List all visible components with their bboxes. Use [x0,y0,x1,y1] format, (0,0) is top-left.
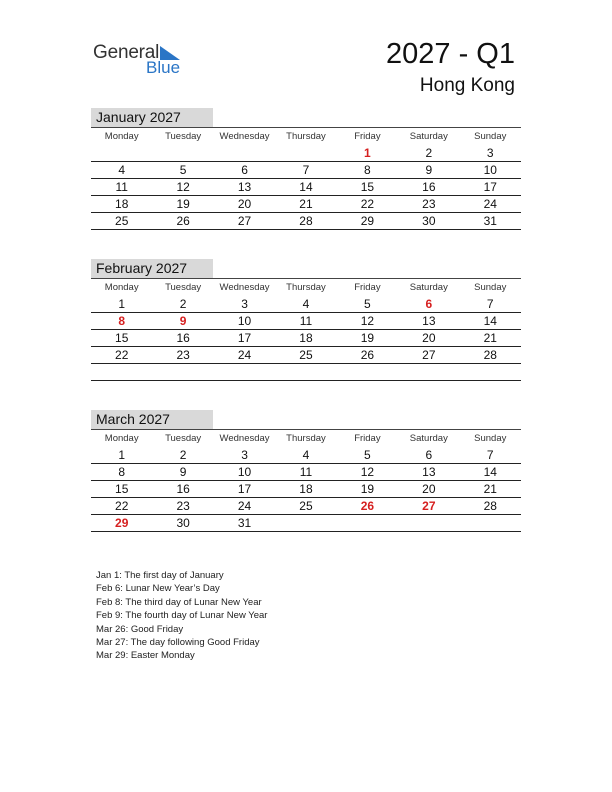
day-cell: 22 [91,347,152,364]
day-cell: 6 [214,162,275,179]
day-cell: 24 [214,498,275,515]
day-cell: 18 [275,330,336,347]
day-cell: 27 [398,498,459,515]
day-cell: 9 [152,313,213,330]
day-cell: 31 [214,515,275,532]
day-cell: 7 [275,162,336,179]
week-row [91,162,521,179]
week-row [91,213,521,230]
day-cell [275,515,336,532]
day-cell: 28 [275,213,336,230]
day-cell: 12 [337,464,398,481]
day-cell: 16 [398,179,459,196]
day-cell: 11 [275,313,336,330]
holiday-note: Mar 27: The day following Good Friday [96,636,260,648]
day-cell: 7 [460,447,521,464]
month-label: February 2027 [91,259,213,278]
day-cell: 11 [91,179,152,196]
day-cell: 22 [91,498,152,515]
day-cell: 3 [214,296,275,313]
weekday-header: Thursday [275,279,336,297]
day-cell: 10 [214,464,275,481]
day-cell [337,515,398,532]
week-row [91,330,521,347]
weekday-header-row [91,279,521,297]
holiday-note: Mar 29: Easter Monday [96,650,195,662]
day-cell: 23 [152,498,213,515]
day-cell: 15 [91,481,152,498]
day-cell: 18 [275,481,336,498]
day-cell [91,364,152,381]
weekday-header: Thursday [275,430,336,448]
weekday-header: Friday [337,279,398,297]
day-cell [398,364,459,381]
month-label: March 2027 [91,410,213,429]
day-cell [275,364,336,381]
day-cell: 20 [398,330,459,347]
week-row [91,179,521,196]
month-block-february [91,259,521,381]
weekday-header: Saturday [398,128,459,146]
day-cell: 17 [214,330,275,347]
day-cell: 29 [91,515,152,532]
day-cell [275,145,336,162]
weekday-header: Tuesday [152,128,213,146]
day-cell: 20 [214,196,275,213]
holiday-note: Jan 1: The first day of January [96,570,224,581]
day-cell: 23 [398,196,459,213]
brand-logo [93,42,193,78]
day-cell [460,515,521,532]
day-cell: 3 [214,447,275,464]
weekday-header: Saturday [398,430,459,448]
weekday-header: Tuesday [152,430,213,448]
week-row [91,447,521,464]
day-cell [398,515,459,532]
day-cell: 3 [460,145,521,162]
day-cell: 1 [337,145,398,162]
day-cell: 14 [460,313,521,330]
day-cell [152,145,213,162]
weekday-header: Friday [337,430,398,448]
weekday-header: Saturday [398,279,459,297]
week-row [91,347,521,364]
week-row [91,145,521,162]
day-cell: 4 [275,296,336,313]
day-cell: 24 [460,196,521,213]
day-cell: 13 [398,464,459,481]
day-cell: 28 [460,347,521,364]
day-cell: 16 [152,481,213,498]
day-cell: 13 [398,313,459,330]
day-cell [214,145,275,162]
day-cell: 14 [460,464,521,481]
week-row [91,498,521,515]
day-cell: 11 [275,464,336,481]
day-cell: 15 [337,179,398,196]
day-cell: 9 [152,464,213,481]
weekday-header: Thursday [275,128,336,146]
calendar-grid [91,127,521,230]
calendar-grid [91,278,521,381]
holiday-note: Feb 9: The fourth day of Lunar New Year [96,610,268,622]
day-cell: 19 [337,481,398,498]
day-cell: 21 [460,481,521,498]
day-cell: 29 [337,213,398,230]
day-cell [214,364,275,381]
calendar-grid [91,429,521,532]
day-cell: 12 [152,179,213,196]
weekday-header: Monday [91,430,152,448]
weekday-header: Sunday [460,279,521,297]
month-label: January 2027 [91,108,213,127]
day-cell: 4 [275,447,336,464]
day-cell: 6 [398,296,459,313]
day-cell: 19 [152,196,213,213]
region-name: Hong Kong [419,75,515,96]
day-cell: 10 [214,313,275,330]
logo-text-general: General [93,42,160,63]
day-cell: 27 [214,213,275,230]
day-cell: 2 [152,296,213,313]
day-cell: 20 [398,481,459,498]
day-cell [152,364,213,381]
week-row [91,196,521,213]
weekday-header: Sunday [460,128,521,146]
day-cell: 7 [460,296,521,313]
week-row [91,313,521,330]
weekday-header: Wednesday [214,430,275,448]
holiday-note: Feb 6: Lunar New Year’s Day [96,583,220,595]
month-block-march [91,410,521,532]
day-cell: 27 [398,347,459,364]
holiday-note: Feb 8: The third day of Lunar New Year [96,596,262,608]
day-cell: 31 [460,213,521,230]
holiday-note: Mar 26: Good Friday [96,623,184,635]
day-cell: 5 [152,162,213,179]
day-cell: 21 [460,330,521,347]
weekday-header: Friday [337,128,398,146]
day-cell: 16 [152,330,213,347]
day-cell: 28 [460,498,521,515]
weekday-header: Tuesday [152,279,213,297]
day-cell: 18 [91,196,152,213]
day-cell: 2 [152,447,213,464]
day-cell: 14 [275,179,336,196]
day-cell: 21 [275,196,336,213]
holiday-notes [96,569,267,663]
weekday-header-row [91,128,521,146]
week-row [91,464,521,481]
weekday-header: Wednesday [214,128,275,146]
day-cell: 17 [460,179,521,196]
day-cell: 8 [337,162,398,179]
day-cell: 2 [398,145,459,162]
day-cell: 1 [91,296,152,313]
day-cell: 17 [214,481,275,498]
week-row [91,296,521,313]
weekday-header: Sunday [460,430,521,448]
week-row [91,364,521,381]
day-cell: 26 [152,213,213,230]
week-row [91,481,521,498]
day-cell: 15 [91,330,152,347]
day-cell: 8 [91,313,152,330]
day-cell: 8 [91,464,152,481]
day-cell: 24 [214,347,275,364]
day-cell: 25 [275,498,336,515]
day-cell: 23 [152,347,213,364]
day-cell: 5 [337,296,398,313]
day-cell: 26 [337,347,398,364]
weekday-header: Monday [91,279,152,297]
day-cell [337,364,398,381]
day-cell: 30 [152,515,213,532]
day-cell: 4 [91,162,152,179]
day-cell [460,364,521,381]
day-cell: 1 [91,447,152,464]
day-cell: 12 [337,313,398,330]
day-cell: 25 [275,347,336,364]
day-cell: 5 [337,447,398,464]
weekday-header-row [91,430,521,448]
month-block-january [91,108,521,230]
day-cell: 30 [398,213,459,230]
week-row [91,515,521,532]
day-cell: 25 [91,213,152,230]
logo-text-blue: Blue [146,58,181,77]
weekday-header: Monday [91,128,152,146]
day-cell: 13 [214,179,275,196]
page-title: 2027 - Q1 [386,38,515,70]
weekday-header: Wednesday [214,279,275,297]
day-cell: 9 [398,162,459,179]
day-cell: 26 [337,498,398,515]
day-cell: 19 [337,330,398,347]
day-cell: 10 [460,162,521,179]
day-cell: 6 [398,447,459,464]
day-cell: 22 [337,196,398,213]
day-cell [91,145,152,162]
